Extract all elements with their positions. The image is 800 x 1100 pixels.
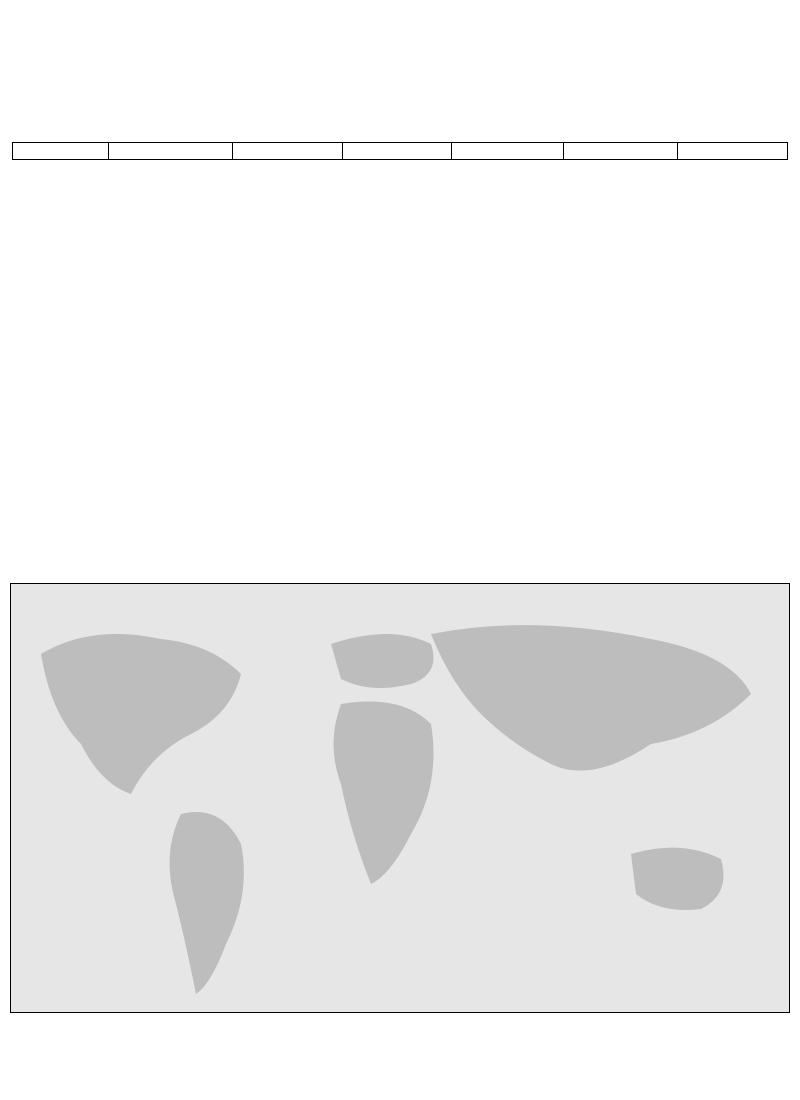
- col-header: [108, 143, 232, 160]
- price-list-section: [10, 583, 790, 1013]
- contact-line-1: [8, 1054, 57, 1070]
- col-header: [232, 143, 342, 160]
- col-header: [342, 143, 452, 160]
- promo-line: [8, 1013, 38, 1043]
- header: [0, 0, 800, 140]
- world-map-watermark: [11, 584, 791, 1014]
- contact-line-2: [8, 1074, 30, 1090]
- col-header: [13, 143, 109, 160]
- table-header-row: [13, 143, 788, 160]
- col-header: [452, 143, 564, 160]
- col-header: [678, 143, 788, 160]
- col-header: [564, 143, 678, 160]
- visa-fee-table: [12, 142, 788, 160]
